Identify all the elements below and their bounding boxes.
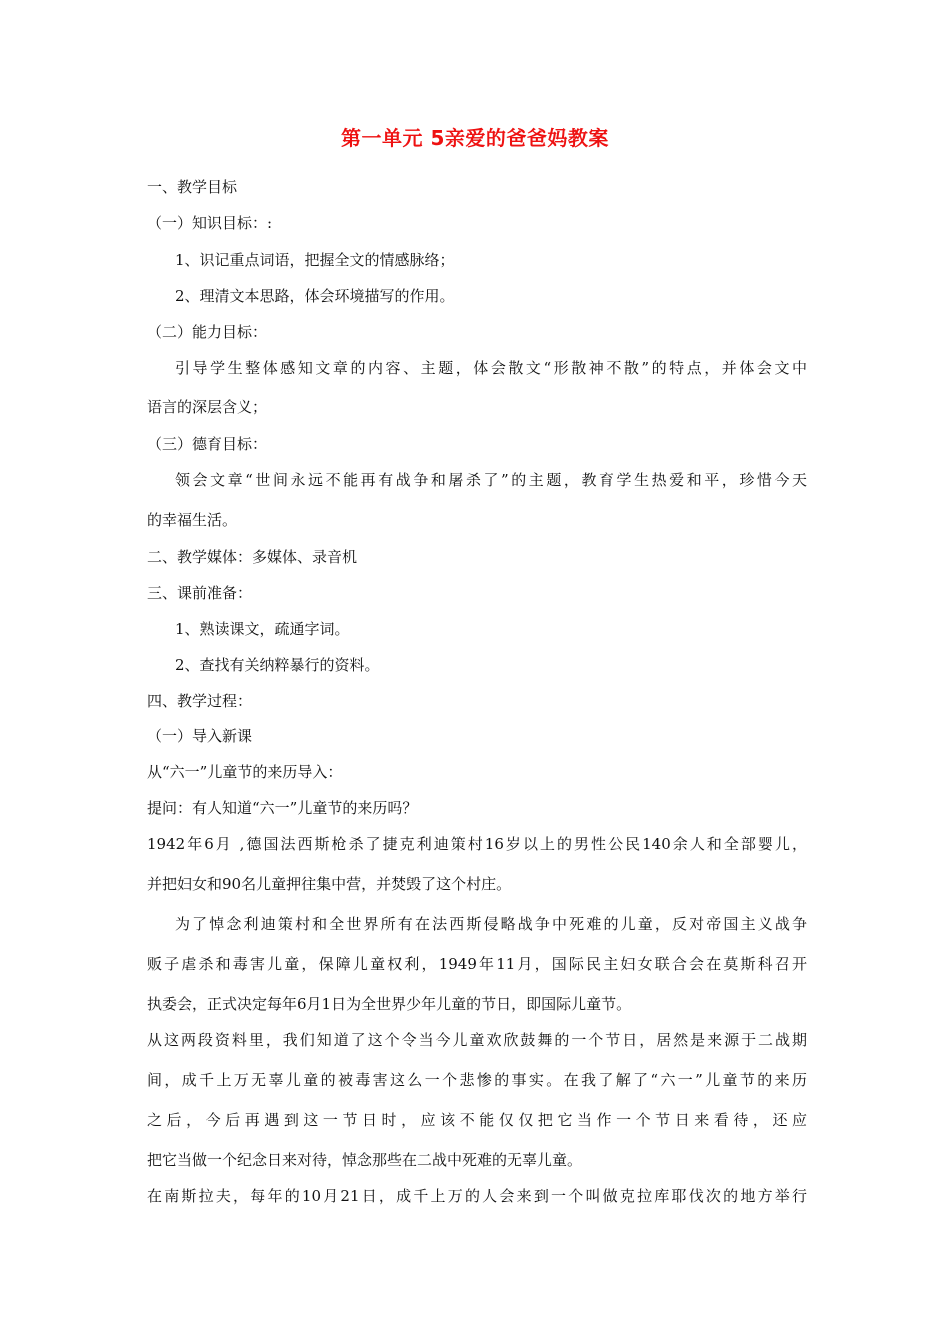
list-item: 2、查找有关纳粹暴行的资料。 [175, 656, 380, 674]
paragraph-line: 提问：有人知道“六一”儿童节的来历吗？ [147, 799, 418, 817]
section-heading: 二、教学媒体：多媒体、录音机 [147, 548, 358, 566]
paragraph-line: 引导学生整体感知文章的内容、主题，体会散文“形散神不散”的特点，并体会文中 [175, 359, 807, 377]
subsection-heading: （一）知识目标：: [147, 214, 273, 232]
section-heading: 三、课前准备： [147, 584, 253, 602]
subsection-heading: （二）能力目标： [147, 323, 268, 341]
paragraph-line: 为了悼念利迪策村和全世界所有在法西斯侵略战争中死难的儿童，反对帝国主义战争 [175, 915, 807, 933]
paragraph-line: 领会文章“世间永远不能再有战争和屠杀了”的主题，教育学生热爱和平，珍惜今天 [175, 471, 807, 489]
list-item: 2、理清文本思路，体会环境描写的作用。 [175, 287, 455, 305]
paragraph-line: 从这两段资料里，我们知道了这个令当今儿童欢欣鼓舞的一个节日，居然是来源于二战期 [147, 1031, 807, 1049]
paragraph-line: 执委会，正式决定每年6月1日为全世界少年儿童的节日，即国际儿童节。 [147, 995, 632, 1013]
paragraph-line: 贩子虐杀和毒害儿童，保障儿童权利，1949年11月，国际民主妇女联合会在莫斯科召开 [147, 955, 807, 973]
subsection-heading: （一）导入新课 [147, 727, 253, 745]
list-item: 1、识记重点词语，把握全文的情感脉络； [175, 251, 455, 269]
paragraph-line: 的幸福生活。 [147, 511, 238, 529]
document-title: 第一单元 5亲爱的爸爸妈教案 [341, 126, 609, 150]
section-heading: 四、教学过程： [147, 692, 253, 710]
paragraph-line: 语言的深层含义； [147, 398, 268, 416]
paragraph-line: 并把妇女和90名儿童押往集中营，并焚毁了这个村庄。 [147, 875, 512, 893]
paragraph-line: 把它当做一个纪念日来对待，悼念那些在二战中死难的无辜儿童。 [147, 1151, 583, 1169]
paragraph-line: 在南斯拉夫，每年的10月21日，成千上万的人会来到一个叫做克拉库耶伐次的地方举行 [147, 1187, 807, 1205]
paragraph-line: 间，成千上万无辜儿童的被毒害这么一个悲惨的事实。在我了解了“六一”儿童节的来历 [147, 1071, 807, 1089]
section-heading: 一、教学目标 [147, 178, 238, 196]
paragraph-line: 从“六一”儿童节的来历导入： [147, 763, 343, 781]
subsection-heading: （三）德育目标： [147, 435, 268, 453]
paragraph-line: 1942年6月 ,德国法西斯枪杀了捷克利迪策村16岁以上的男性公民140余人和全部婴儿， [147, 835, 807, 853]
list-item: 1、熟读课文，疏通字词。 [175, 620, 350, 638]
paragraph-line: 之后，今后再遇到这一节日时，应该不能仅仅把它当作一个节日来看待，还应 [147, 1111, 807, 1129]
